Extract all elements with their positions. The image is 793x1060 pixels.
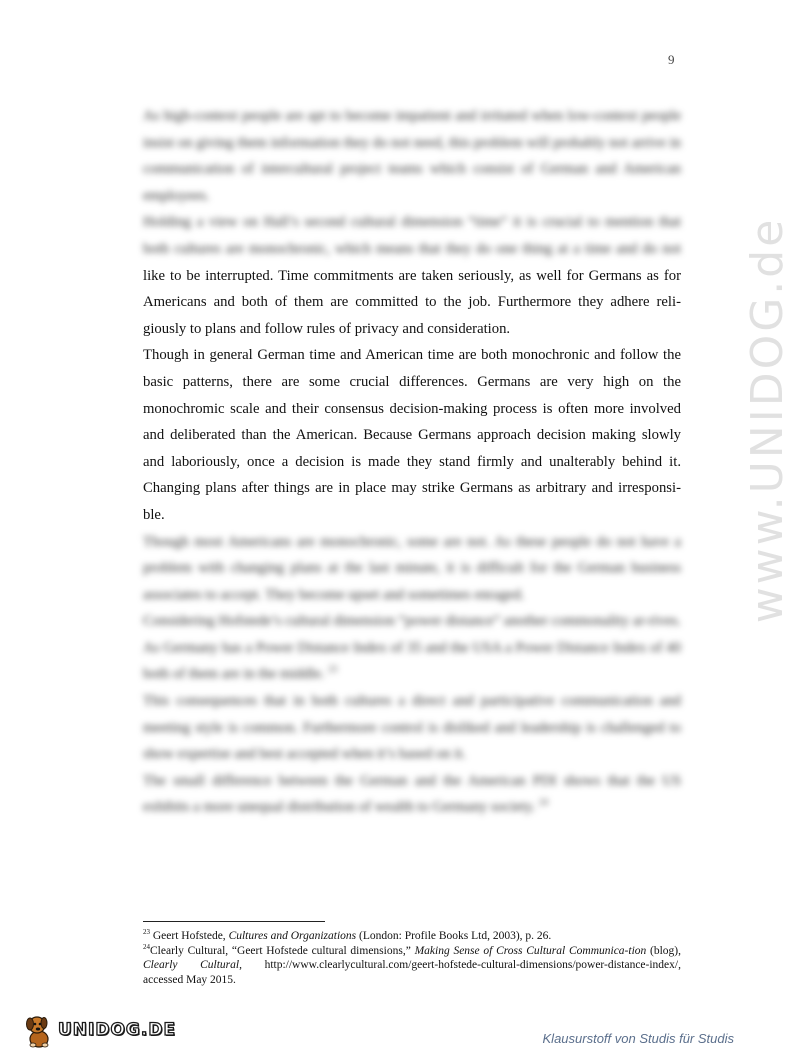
paragraph-1: As high-context people are apt to become impatient and irritated when low-context people insist on giving them information they do not need, this problem will probably not arrive in communication of intercultural project teams which consist of German and American employees. [143,108,681,204]
footnote-divider [143,921,325,922]
paragraph-3: Though in general German time and American time are both monochronic and follow the basic patterns, there are some crucial differences. Germans are very high on the monochromic scale and their consensus decision-making process is often more involved and deliberated than the American. Because Germans approach decision making slowly and laboriously, once a decision is made they stand firmly and unalterably behind it. Changing plans after things are in place may strike Germans as arbitrary and irresponsi-ble. [143,347,681,523]
tagline: Klausurstoff von Studis für Studis [542,1031,734,1046]
unidog-logo[interactable] [22,1012,176,1048]
logo-text: UNIDOG.DE [58,1020,177,1040]
page-number: 9 [668,52,675,67]
footnote-ref-24: 24 [538,797,548,808]
footnote-24-marker: 24 [143,942,150,951]
paragraph-6: This consequences that in both cultures a direct and participative communication and meeting style is common. Furthermore control is disliked and leadership is challenged to show expertise and best accepted when it’s based on it. [143,693,681,763]
paragraph-5-text: Considering Hofstede’s cultural dimension “power distance” another commonality ar-rives. As Germany has a Power Distance Index of 35 and the USA a Power Distance Index of 40 both of them are in the middle. [143,613,681,683]
footnote-23-publisher: (London: Profile Books Ltd, 2003), p. 26. [356,930,552,942]
footnote-24-site: Clearly Cultural [143,959,240,972]
footnotes [143,929,681,987]
body-text [143,103,681,821]
paragraph-7 [143,768,681,821]
footnote-24 [143,944,681,988]
footnote-24-title: Making Sense of Cross Cultural Communica-tion [414,944,647,957]
footnote-23 [143,929,681,944]
footnote-23-author: Geert Hofstede, [150,930,229,942]
paragraph-2-blurred: Holding a view on Hall’s second cultural dimension “time” it is crucial to mention that both cultures are monochronic, which means that they do one thing at a time and do not [143,214,681,257]
paragraph-2-clear: like to be interrupted. Time commitments are taken seriously, as well for Germans as for Americans and both of them are committed to the job. Furthermore they adhere reli-giously to plans and follow rules of privacy and consideration. [143,267,681,337]
footnote-23-title: Cultures and Organizations [228,930,357,942]
footnote-23-marker: 23 [143,928,150,937]
footnote-24-url: , http://www.clearlycultural.com/geert-hofstede-cultural-dimensions/power-distance-index/, accessed May 2015. [143,959,681,986]
watermark-text: www.UNIDOG.de [742,216,793,624]
paragraph-4: Though most Americans are monochronic, some are not. As these people do not have a problem with changing plans at the last minute, it is difficult for the German business associates to accept. They become upset and sometimes enraged. [143,533,681,603]
paragraph-7-text: The small difference between the German and the American PDI shows that the US exhibits a more unequal distribution of wealth to Germany society. [143,772,681,816]
footnote-24-type: (blog), [646,944,681,957]
footnote-ref-23: 23 [328,664,338,675]
paragraph-2 [143,209,681,342]
dog-mascot-icon [22,1012,56,1048]
paragraph-5 [143,608,681,688]
footnote-24-author: Clearly Cultural, “Geert Hofstede cultural dimensions,” [150,944,415,957]
